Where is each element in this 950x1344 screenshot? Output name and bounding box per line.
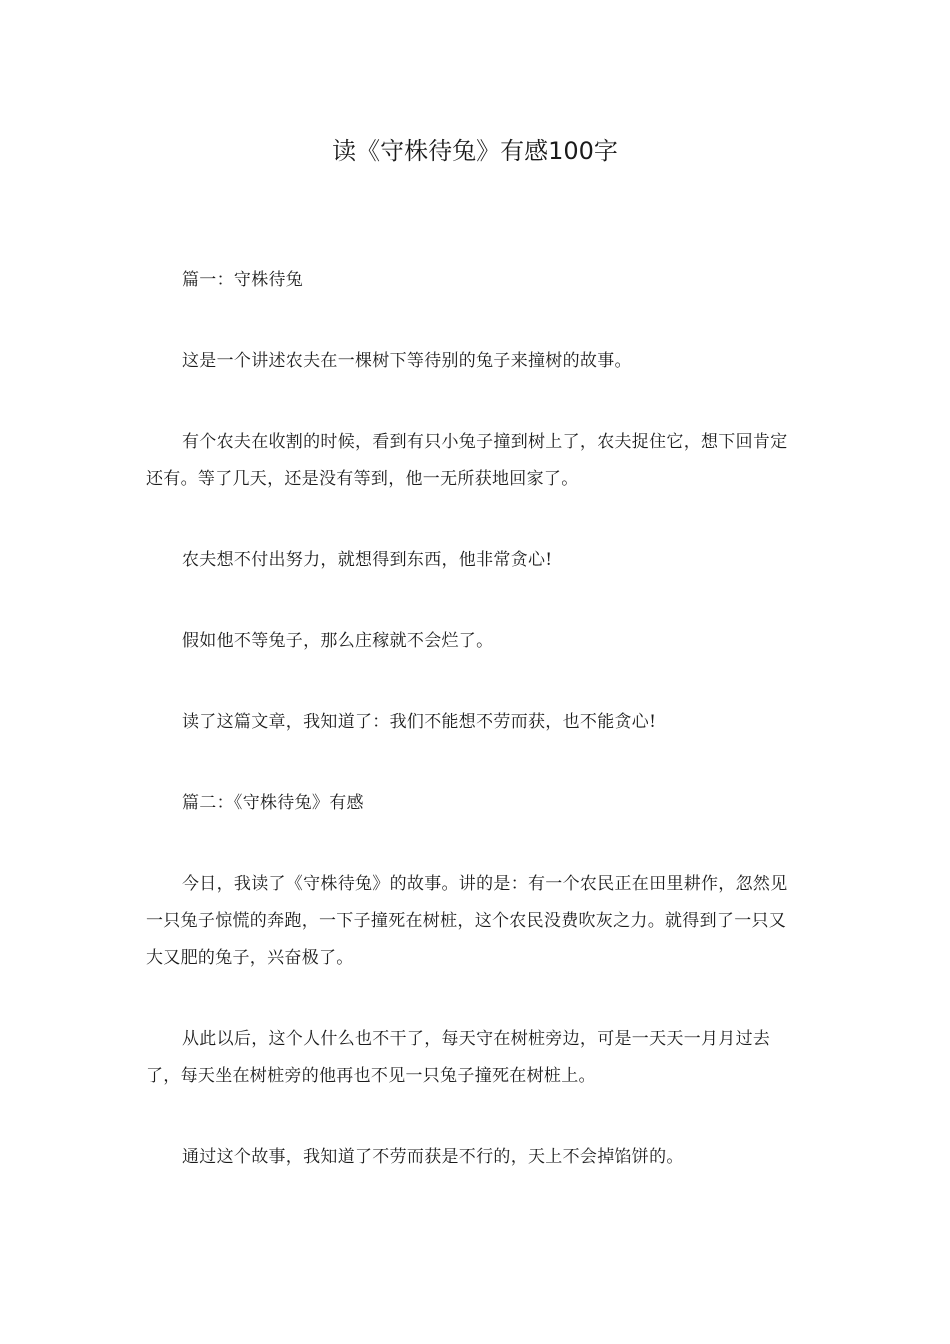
paragraph-8: 通过这个故事，我知道了不劳而获是不行的，天上不会掉馅饼的。	[182, 1147, 684, 1167]
paragraph-5: 读了这篇文章，我知道了：我们不能想不劳而获，也不能贪心!	[182, 712, 657, 732]
section-heading-2: 篇二：《守株待兔》有感	[182, 793, 364, 813]
paragraph-4: 假如他不等兔子，那么庄稼就不会烂了。	[182, 631, 494, 651]
document-body	[146, 262, 802, 1176]
section-heading-1: 篇一：守株待兔	[182, 270, 304, 290]
document-title: 读《守株待兔》有感100字	[332, 137, 618, 165]
paragraph-1: 这是一个讲述农夫在一棵树下等待别的兔子来撞树的故事。	[182, 351, 632, 371]
paragraph-2: 有个农夫在收割的时候，看到有只小兔子撞到树上了，农夫捉住它，想下回肯定还有。等了几天，还是没有等到，他一无所获地回家了。	[146, 432, 788, 489]
paragraph-6: 今日，我读了《守株待兔》的故事。讲的是：有一个农民正在田里耕作，忽然见一只兔子惊慌的奔跑，一下子撞死在树桩，这个农民没费吹灰之力。就得到了一只又大又肥的兔子，兴奋极了。	[146, 874, 788, 968]
paragraph-3: 农夫想不付出努力，就想得到东西，他非常贪心!	[182, 550, 553, 570]
paragraph-7: 从此以后，这个人什么也不干了，每天守在树桩旁边，可是一天天一月月过去了，每天坐在树桩旁的他再也不见一只兔子撞死在树桩上。	[146, 1029, 771, 1086]
